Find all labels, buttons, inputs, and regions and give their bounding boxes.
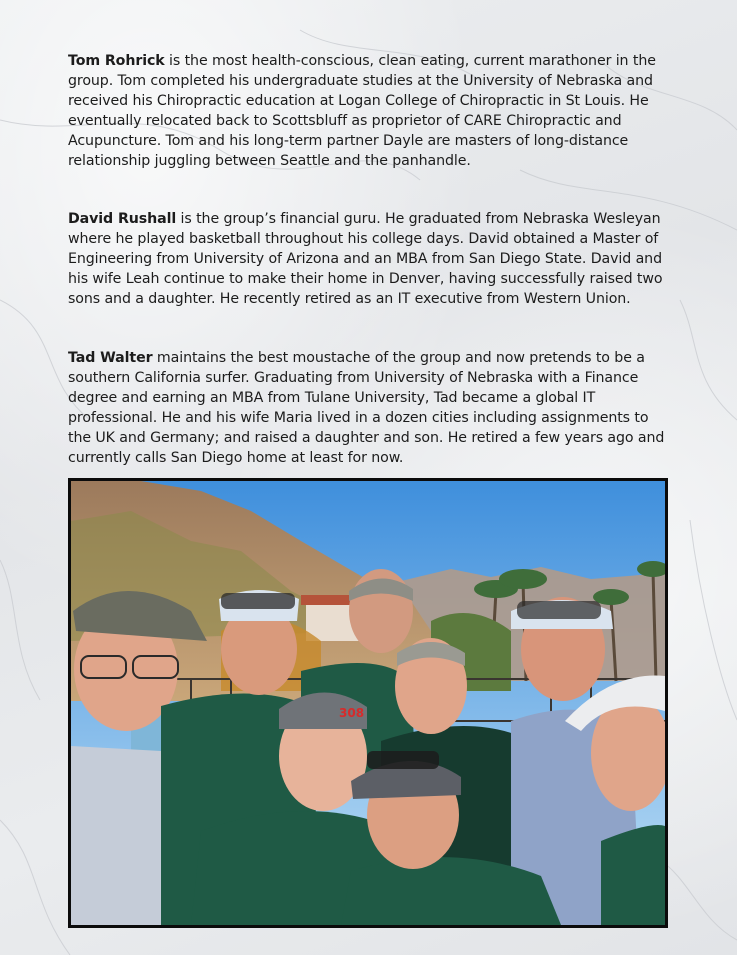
group-photo bbox=[68, 478, 668, 928]
bio-david-rushall bbox=[68, 209, 668, 309]
bio-text: maintains the best moustache of the group and now pretends to be a southern California surfer. Graduating from University of Nebraska with a Finance degree and earning an MBA from Tulane University, Tad became a global IT professional. He and his wife Maria lived in a dozen cities including assignments to the UK and Germany; and raised a daughter and son. He retired a few years ago and currently calls San Diego home at least for now. bbox=[68, 350, 665, 466]
bio-name: Tad Walter bbox=[68, 350, 153, 366]
bio-name: Tom Rohrick bbox=[68, 53, 165, 69]
bio-text: is the most health-conscious, clean eating, current marathoner in the group. Tom completed his undergraduate studies at the University of Nebraska and received his Chiropractic education at Logan College of Chiropractic in St Louis. He eventually relocated back to Scottsbluff as proprietor of CARE Chiropractic and Acupuncture. Tom and his long-term partner Dayle are masters of long-distance relationship juggling between Seattle and the panhandle. bbox=[68, 53, 656, 169]
bio-tom-rohrick bbox=[68, 51, 668, 171]
group-photo-illustration bbox=[71, 481, 665, 925]
bio-name: David Rushall bbox=[68, 211, 177, 227]
bio-tad-walter bbox=[68, 348, 668, 468]
cap-text-308: 308 bbox=[339, 706, 365, 720]
bio-text: is the group’s financial guru. He graduated from Nebraska Wesleyan where he played basketball throughout his college days. David obtained a Master of Engineering from University of Arizona and an MBA from San Diego State. David and his wife Leah continue to make their home in Denver, having successfully raised two sons and a daughter. He recently retired as an IT executive from Western Union. bbox=[68, 211, 663, 307]
